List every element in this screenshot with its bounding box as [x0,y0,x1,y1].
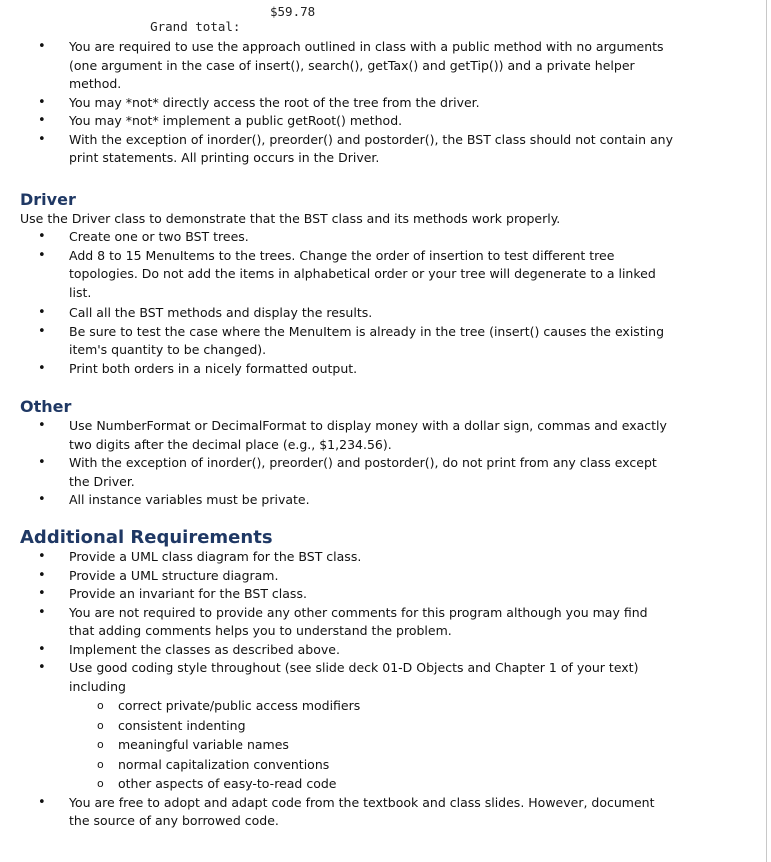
sub-list-item: o correct private/public access modifiers [69,696,676,716]
section-heading-additional: Additional Requirements [20,527,273,548]
list-item: • With the exception of inorder(), preorder() and postorder(), do not print from any class except the Driver. [0,454,766,491]
grand-total-label: Grand total: [150,19,241,34]
section-heading-other: Other [20,397,72,416]
sub-list-item: o consistent indenting [69,716,676,736]
additional-requirements-section [0,528,766,831]
list-item: • You are free to adopt and adapt code from the textbook and class slides. However, document the source of any borrowed code. [0,794,766,831]
list-item: • Implement the classes as described above. [0,641,766,660]
list-item: • Provide a UML class diagram for the BST class. [0,548,766,567]
list-item: • Provide a UML structure diagram. [0,567,766,586]
list-item: • You may *not* implement a public getRoot() method. [0,112,766,131]
grand-total-amount: $59.78 [270,4,316,19]
list-item: • With the exception of inorder(), preorder() and postorder(), the BST class should not contain any print statements. All printing occurs in the Driver. [0,131,766,168]
list-item: • You are not required to provide any other comments for this program although you may find that adding comments helps you to understand the problem. [0,604,766,641]
section-heading-driver: Driver [20,190,76,209]
requirements-list-top [0,38,766,168]
list-item: • All instance variables must be private. [0,491,766,510]
other-section [0,397,766,510]
list-item-text: Use good coding style throughout (see slide deck 01-D Objects and Chapter 1 of your text) including [69,660,639,694]
sub-list-item: o normal capitalization conventions [69,755,676,775]
list-item: • Call all the BST methods and display the results. [0,304,766,323]
coding-style-sublist [69,696,676,794]
list-item: • Print both orders in a nicely formatted output. [0,360,766,379]
sub-list-item: o meaningful variable names [69,735,676,755]
sub-list-item: o other aspects of easy-to-read code [69,774,676,794]
driver-intro: Use the Driver class to demonstrate that the BST class and its methods work properly. [20,211,561,226]
list-item: • You are required to use the approach outlined in class with a public method with no arguments (one argument in the case of insert(), search(), getTax() and getTip()) and a private helper method. [0,38,766,94]
list-item: • Create one or two BST trees. [0,228,766,247]
driver-section [0,190,766,378]
list-item: • Use NumberFormat or DecimalFormat to display money with a dollar sign, commas and exactly two digits after the decimal place (e.g., $1,234.56). [0,417,766,454]
list-item: • You may *not* directly access the root of the tree from the driver. [0,94,766,113]
list-item: • Add 8 to 15 MenuItems to the trees. Change the order of insertion to test different tree topologies. Do not add the items in alphabetical order or your tree will degenerate to a linked list. [0,247,766,303]
list-item: • Be sure to test the case where the MenuItem is already in the tree (insert() causes the existing item's quantity to be changed). [0,323,766,360]
list-item-coding-style [0,659,766,794]
list-item: • Provide an invariant for the BST class. [0,585,766,604]
